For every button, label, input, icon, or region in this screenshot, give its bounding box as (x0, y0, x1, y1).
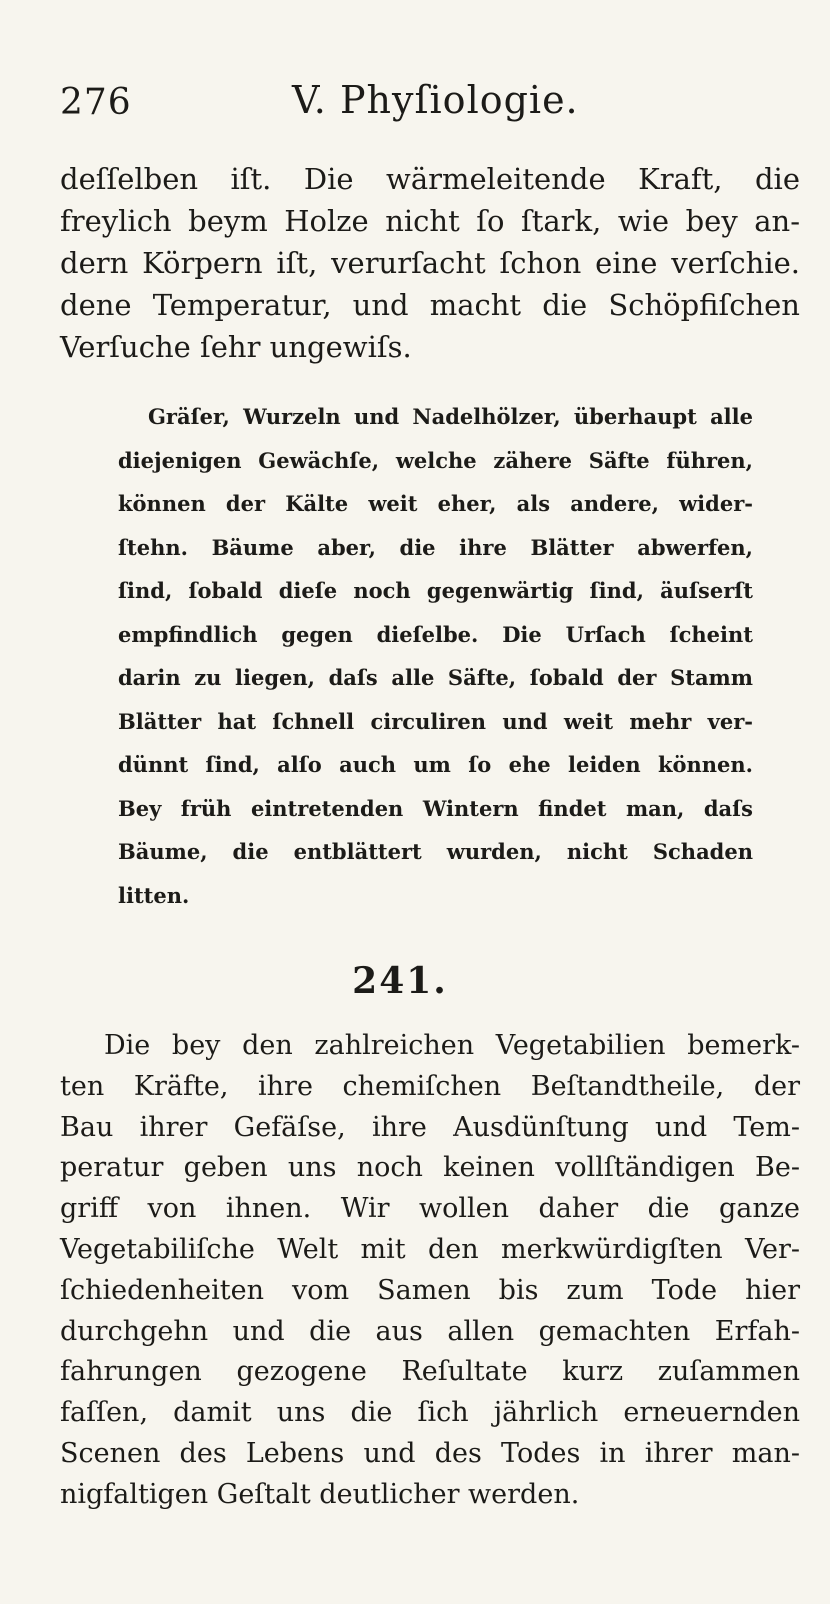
text-line: ſchiedenheiten vom Samen bis zum Tode hier (60, 1274, 800, 1306)
note-paragraph (118, 395, 753, 917)
note-line: ſtehn. Bäume aber, die ihre Blätter abwerfen, (118, 534, 753, 560)
text-line: griff von ihnen. Wir wollen daher die ganze (60, 1193, 800, 1225)
running-title: V. Phyſiologie. (292, 78, 579, 122)
text-line: Bau ihrer Gefäſse, ihre Ausdünſtung und Tem- (60, 1111, 800, 1143)
text-line: ten Kräfte, ihre chemiſchen Beſtandtheile, der (60, 1070, 800, 1102)
note-line: Gräſer, Wurzeln und Nadelhölzer, überhaupt alle (148, 404, 753, 429)
note-line: darin zu liegen, daſs alle Säfte, ſobald der Stamm (118, 665, 753, 690)
text-line: Verſuche ſehr ungewiſs. (60, 330, 412, 364)
section-number: 241. (352, 960, 448, 1002)
note-line: Bey früh eintretenden Wintern findet man, daſs (118, 795, 753, 821)
text-line: peratur geben uns noch keinen vollſtändigen Be- (60, 1152, 800, 1184)
text-line: fahrungen gezogene Reſultate kurz zuſammen (60, 1356, 800, 1388)
page-header (60, 72, 780, 132)
section-paragraph (60, 1026, 800, 1516)
text-line: freylich beym Holze nicht ſo ſtark, wie bey an- (60, 204, 800, 238)
text-line: durchgehn und die aus allen gemachten Erfah- (60, 1315, 800, 1347)
note-line: litten. (118, 882, 190, 908)
text-line: deſſelben iſt. Die wärmeleitende Kraft, die (60, 162, 800, 196)
page-number: 276 (60, 82, 132, 123)
note-line: diejenigen Gewächſe, welche zähere Säfte führen, (118, 447, 753, 473)
paragraph-continuation (60, 158, 800, 368)
text-line: Vegetabiliſche Welt mit den merkwürdigſten Ver- (60, 1233, 800, 1265)
note-line: können der Kälte weit eher, als andere, wider- (118, 491, 753, 516)
text-line: faſſen, damit uns die ſich jährlich erneuernden (60, 1397, 800, 1429)
text-line: Die bey den zahlreichen Vegetabilien bemerk- (104, 1030, 800, 1061)
text-line: Scenen des Lebens und des Todes in ihrer man- (60, 1437, 800, 1469)
note-line: Blätter hat ſchnell circuliren und weit mehr ver- (118, 708, 753, 734)
text-line: dern Körpern iſt, verurſacht ſchon eine verſchie. (60, 246, 800, 280)
note-line: ſind, ſobald dieſe noch gegenwärtig ſind, äuſserſt (118, 578, 753, 603)
note-line: dünnt ſind, alſo auch um ſo ehe leiden können. (118, 752, 753, 777)
text-line: dene Temperatur, und macht die Schöpfiſchen (60, 288, 800, 322)
note-line: Bäume, die entblättert wurden, nicht Schaden (118, 839, 753, 864)
note-line: empfindlich gegen dieſelbe. Die Urſach ſcheint (118, 621, 753, 647)
text-line: nigfaltigen Geſtalt deutlicher werden. (60, 1478, 580, 1510)
